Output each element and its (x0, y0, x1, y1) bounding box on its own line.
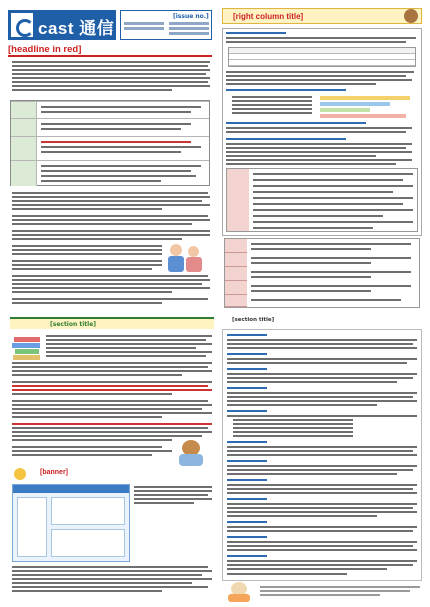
people-illustration (168, 242, 208, 274)
mascot-bear-icon (176, 440, 206, 466)
bottom-left-title: [section title] (50, 321, 97, 328)
issue-info-box (120, 10, 212, 40)
logo-text: cast 通信 (38, 19, 115, 38)
sun-icon (14, 468, 26, 480)
mascot-dog-icon (228, 582, 250, 602)
bottom-left-title-bar (10, 317, 214, 329)
footer-note (260, 584, 420, 600)
logo-mark-icon (11, 13, 33, 37)
cast-logo (8, 10, 116, 40)
system-banner (10, 468, 214, 480)
right-column-title-box (222, 8, 422, 24)
right-lower-table (224, 238, 420, 308)
masthead (8, 8, 212, 42)
info-table (10, 100, 210, 186)
main-headline (8, 44, 212, 57)
tanuki-icon (404, 9, 418, 23)
headline-text: [headline in red] (8, 44, 82, 55)
right-schedule-table (226, 168, 418, 232)
banner-text: [banner] (40, 469, 68, 476)
bottom-right-title: [section title] (232, 317, 275, 323)
books-illustration (12, 335, 42, 359)
right-mini-table-1 (228, 47, 416, 67)
issue-number: [issue no.] (173, 13, 209, 20)
right-column-title: [right column title] (233, 12, 304, 21)
regulations-box (222, 329, 422, 581)
system-screenshot (12, 484, 130, 562)
bottom-right-title-bar (222, 317, 422, 327)
